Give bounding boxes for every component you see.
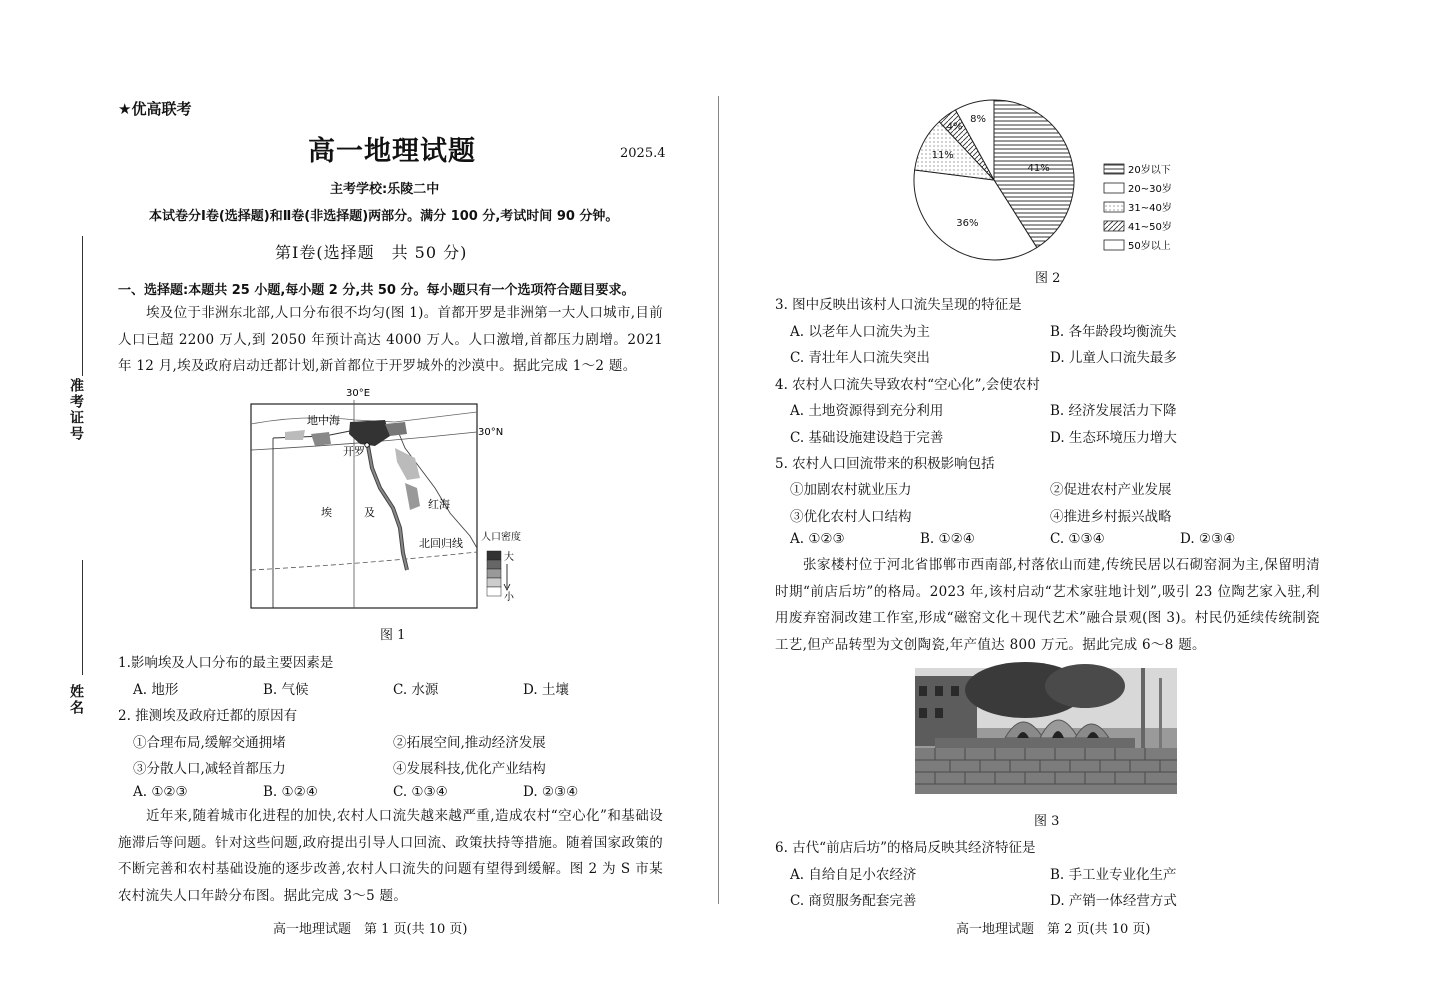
passage-egypt: 埃及位于非洲东北部,人口分布很不均匀(图 1)。首都开罗是非洲第一大人口城市,目前人口已超 2200 万人,到 2050 年预计高达 4000 万人。人口激增,首都压力剧增。2021 年 12 月,埃及政府启动迁都计划,新首都位于开罗城外的沙漠中。据此完成 1～2 题。 xyxy=(118,305,663,374)
brand-label: ★优高联考 xyxy=(118,100,192,118)
q2-statement-3: ③分散人口,减轻首都压力 xyxy=(133,761,286,777)
q3-option-d[interactable]: D. 儿童人口流失最多 xyxy=(1050,350,1177,366)
binding-line-top xyxy=(82,236,83,376)
q4-option-b[interactable]: B. 经济发展活力下降 xyxy=(1050,403,1177,419)
q5-option-d[interactable]: D. ②③④ xyxy=(1180,531,1236,547)
q3-option-b[interactable]: B. 各年龄段均衡流失 xyxy=(1050,324,1177,340)
host-school: 主考学校:乐陵二中 xyxy=(330,182,440,197)
egypt-population-map xyxy=(245,388,521,613)
legend-swatch-0 xyxy=(1104,164,1124,174)
map-city-label: 开罗 xyxy=(343,445,365,458)
legend-label-1: 20~30岁 xyxy=(1128,184,1172,195)
q3-option-c[interactable]: C. 青壮年人口流失突出 xyxy=(790,350,930,366)
exam-date: 2025.4 xyxy=(620,146,666,161)
q2-option-a[interactable]: A. ①②③ xyxy=(133,784,188,800)
legend-label-3: 41~50岁 xyxy=(1128,222,1172,233)
q3-stem: 3. 图中反映出该村人口流失呈现的特征是 xyxy=(775,297,1022,313)
q5-option-a[interactable]: A. ①②③ xyxy=(790,531,845,547)
legend-high: 大 xyxy=(504,552,514,563)
legend-label-0: 20岁以下 xyxy=(1128,165,1171,176)
fig1-caption: 图 1 xyxy=(380,628,406,643)
kiln-village-photo xyxy=(915,668,1177,794)
q1-option-c[interactable]: C. 水源 xyxy=(393,682,439,698)
q1-option-d[interactable]: D. 土壤 xyxy=(523,682,569,698)
q4-option-c[interactable]: C. 基础设施建设趋于完善 xyxy=(790,430,944,446)
q2-option-d[interactable]: D. ②③④ xyxy=(523,784,579,800)
q3-option-a[interactable]: A. 以老年人口流失为主 xyxy=(790,324,930,340)
q5-option-b[interactable]: B. ①②④ xyxy=(920,531,975,547)
q2-option-b[interactable]: B. ①②④ xyxy=(263,784,318,800)
pie-label-3: 4% xyxy=(946,121,963,133)
map-lon-label: 30°E xyxy=(346,388,371,399)
map-tropic-label: 北回归线 xyxy=(419,537,463,550)
q6-option-b[interactable]: B. 手工业专业化生产 xyxy=(1050,867,1177,883)
q6-option-a[interactable]: A. 自给自足小农经济 xyxy=(790,867,917,883)
name-label: 姓名 xyxy=(68,684,84,716)
fig2-caption: 图 2 xyxy=(1035,271,1061,286)
legend-low: 小 xyxy=(504,592,514,603)
footer-page1: 高一地理试题 第 1 页(共 10 页) xyxy=(273,922,468,937)
q4-stem: 4. 农村人口流失导致农村“空心化”,会使农村 xyxy=(775,377,1040,393)
legend-label-4: 50岁以上 xyxy=(1128,241,1171,252)
q5-statement-3: ③优化农村人口结构 xyxy=(790,509,912,525)
legend-swatch-4 xyxy=(1104,240,1124,250)
q4-option-d[interactable]: D. 生态环境压力增大 xyxy=(1050,430,1177,446)
map-country-char-1: 埃 xyxy=(321,506,332,519)
exam-instructions: 本试卷分Ⅰ卷(选择题)和Ⅱ卷(非选择题)两部分。满分 100 分,考试时间 90 分钟。 xyxy=(149,209,619,224)
passage-zhangjialou: 张家楼村位于河北省邯郸市西南部,村落依山而建,传统民居以石砌窑洞为主,保留明清时期“前店后坊”的格局。2023 年,该村启动“艺术家驻地计划”,吸引 23 位陶艺家入驻,利用废弃窑洞改建工作室,形成“磁窑文化＋现代艺术”融合景观(图 3)。村民仍延续传统制瓷工艺,但产品转型为文创陶瓷,年产值达 800 万元。据此完成 6～8 题。 xyxy=(775,557,1320,653)
q2-option-c[interactable]: C. ①③④ xyxy=(393,784,448,800)
q6-option-c[interactable]: C. 商贸服务配套完善 xyxy=(790,893,917,909)
q5-statement-1: ①加剧农村就业压力 xyxy=(790,482,912,498)
exam-number-label: 准考证号 xyxy=(68,378,84,442)
section-title: 第Ⅰ卷(选择题 共 50 分) xyxy=(275,243,468,262)
map-sea-label: 地中海 xyxy=(307,414,340,427)
binding-line-bottom xyxy=(82,560,83,675)
q4-option-a[interactable]: A. 土地资源得到充分利用 xyxy=(790,403,944,419)
map-country-char-2: 及 xyxy=(364,506,375,519)
pie-label-2: 11% xyxy=(931,149,954,161)
pie-label-1: 36% xyxy=(956,217,979,229)
q5-stem: 5. 农村人口回流带来的积极影响包括 xyxy=(775,456,995,472)
q1-option-b[interactable]: B. 气候 xyxy=(263,682,309,698)
q5-statement-2: ②促进农村产业发展 xyxy=(1050,482,1172,498)
legend-title: 人口密度 xyxy=(481,532,521,543)
fig3-caption: 图 3 xyxy=(1034,814,1060,829)
q5-option-c[interactable]: C. ①③④ xyxy=(1050,531,1105,547)
age-pie-chart xyxy=(908,96,1188,266)
q6-stem: 6. 古代“前店后坊”的格局反映其经济特征是 xyxy=(775,840,1036,856)
q6-option-d[interactable]: D. 产销一体经营方式 xyxy=(1050,893,1177,909)
page-title: 高一地理试题 xyxy=(308,136,476,167)
q5-statement-4: ④推进乡村振兴战略 xyxy=(1050,509,1172,525)
q1-option-a[interactable]: A. 地形 xyxy=(133,682,179,698)
map-lat-label: 30°N xyxy=(478,427,504,438)
part-header: 一、选择题:本题共 25 小题,每小题 2 分,共 50 分。每小题只有一个选项符合题目要求。 xyxy=(118,283,635,298)
map-redsea-label: 红海 xyxy=(428,498,450,511)
legend-swatch-1 xyxy=(1104,183,1124,193)
legend-swatch-3 xyxy=(1104,221,1124,231)
q2-stem: 2. 推测埃及政府迁都的原因有 xyxy=(118,708,298,724)
passage-rural-migration: 近年来,随着城市化进程的加快,农村人口流失越来越严重,造成农村“空心化”和基础设施滞后等问题。针对这些问题,政府提出引导人口回流、政策扶持等措施。随着国家政策的不断完善和农村基础设施的逐步改善,农村人口流失的问题有望得到缓解。图 2 为 S 市某农村流失人口年龄分布图。据此完成 3～5 题。 xyxy=(118,808,663,904)
page-divider xyxy=(718,96,719,904)
pie-label-0: 41% xyxy=(1027,163,1050,175)
footer-page2: 高一地理试题 第 2 页(共 10 页) xyxy=(956,922,1151,937)
pie-label-4: 8% xyxy=(970,114,987,125)
q2-statement-2: ②拓展空间,推动经济发展 xyxy=(393,735,546,751)
legend-label-2: 31~40岁 xyxy=(1128,203,1172,214)
q1-stem: 1.影响埃及人口分布的最主要因素是 xyxy=(118,655,334,671)
q2-statement-1: ①合理布局,缓解交通拥堵 xyxy=(133,735,286,751)
q2-statement-4: ④发展科技,优化产业结构 xyxy=(393,761,546,777)
legend-swatch-2 xyxy=(1104,202,1124,212)
